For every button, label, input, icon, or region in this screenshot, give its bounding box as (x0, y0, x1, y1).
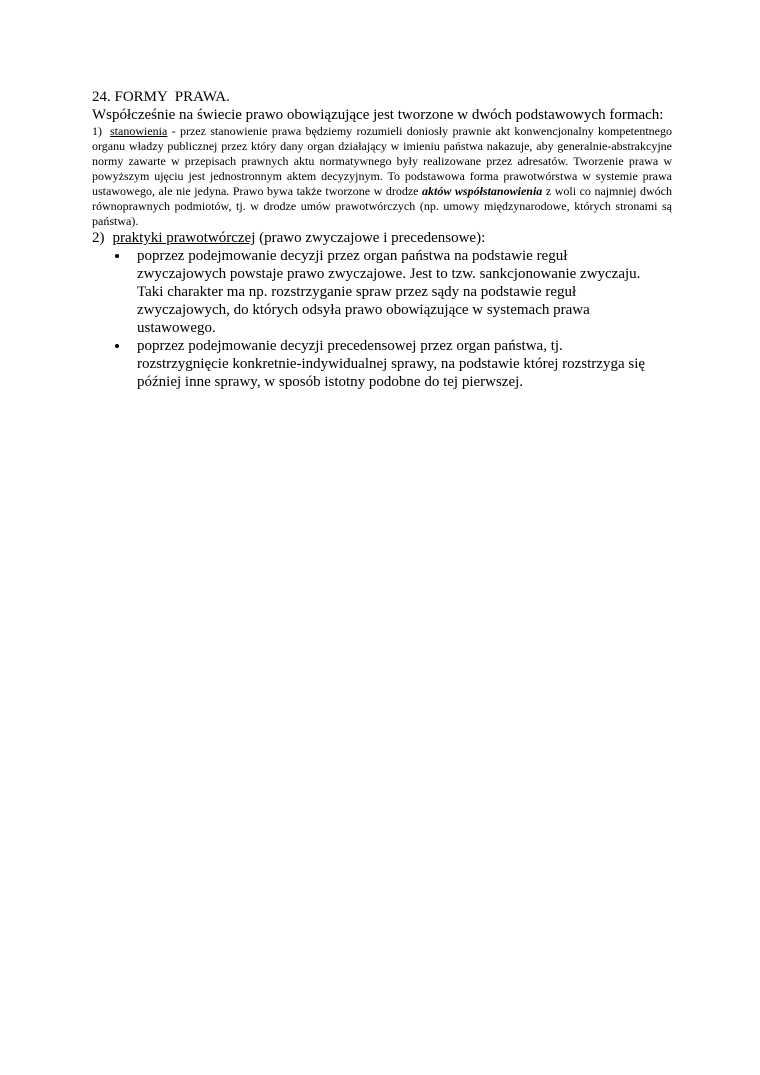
bullet-item-customary-law: • poprzez podejmowanie decyzji przez organ państwa na podstawie reguł zwyczajowych powstaje prawo zwyczajowe. Jest to tzw. sankcjonowanie zwyczaju. Taki charakter ma np. rozstrzyganie spraw przez sądy na podstawie reguł zwyczajowych, do których odsyła prawo obowiązujące w systemach prawa ustawowego. (130, 247, 653, 337)
item-1-emphasis: aktów współstanowienia (422, 184, 543, 198)
item-2-rest: (prawo zwyczajowe i precedensowe): (255, 230, 486, 246)
item-2-number: 2) (92, 230, 105, 246)
document-content (92, 88, 672, 391)
item-1-body-before-emphasis: - przez stanowienie prawa będziemy rozumieli doniosły prawnie akt konwencjonalny kompetentnego organu władzy publicznej przez który dany organ działający w imieniu państwa nakazuje, aby generalnie-abstrakcyjne normy zawarte w przepisach prawnych aktu normatywnego były realizowane przez adresatów. Tworzenie prawa w powyższym ujęciu jest jednostronnym aktem decyzyjnym. To podstawowa forma prawotwórstwa w systemie prawa ustawowego, ale nie jedyna. Prawo bywa także tworzone w drodze (92, 124, 672, 198)
item-1-body-after-emphasis: z woli co najmniej dwóch równoprawnych podmiotów, tj. w drodze umów prawotwórczych (np. umowy międzynarodowe, których stronami są państwa). (92, 184, 672, 228)
bullet-item-precedent-law: • poprzez podejmowanie decyzji precedensowej przez organ państwa, tj. rozstrzygnięcie konkretnie-indywidualnej sprawy, na podstawie której rozstrzyga się później inne sprawy, w sposób istotny podobne do tej pierwszej. (130, 337, 653, 391)
section-heading: 24. FORMY PRAWA. (92, 89, 230, 105)
intro-paragraph: Współcześnie na świecie prawo obowiązujące jest tworzone w dwóch podstawowych formach: (92, 107, 664, 123)
numbered-item-1 (92, 124, 672, 229)
item-1-number: 1) (92, 124, 102, 138)
item-2-term: praktyki prawotwórczej (112, 230, 256, 246)
numbered-item-2 (92, 229, 672, 247)
bullet-list (92, 247, 672, 391)
item-1-term: stanowienia (110, 124, 168, 138)
